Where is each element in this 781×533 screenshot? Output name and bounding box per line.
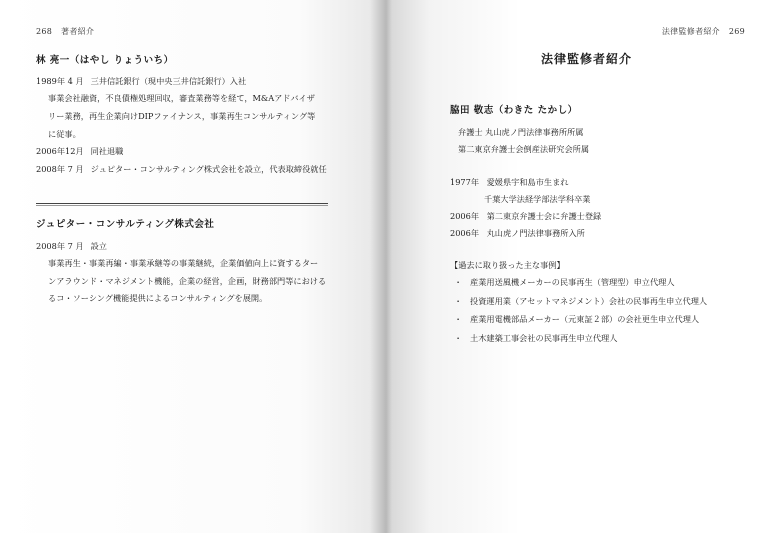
- career-text: に従事。: [48, 129, 81, 139]
- career-date: 2006年: [450, 211, 480, 221]
- company-name: ジュピター・コンサルティング株式会社: [36, 219, 215, 230]
- list-item: ・ 投資運用業（アセットマネジメント）会社の民事再生申立代理人: [454, 292, 707, 311]
- career-date: 1989年 4 月: [36, 76, 84, 86]
- author-career-entry: [36, 73, 246, 90]
- company-description-line: 事業再生・事業再編・事業承継等の事業継続，企業価値向上に資するター: [48, 258, 319, 268]
- author-career-entry: [36, 143, 123, 160]
- list-item: ・ 産業用電機部品メーカー（元東証２部）の会社更生申立代理人: [454, 310, 707, 329]
- list-item: ・ 産業用送風機メーカーの民事再生（管理型）申立代理人: [454, 273, 707, 292]
- career-text: 同社退職: [90, 146, 124, 156]
- left-running-head-title: 著者紹介: [61, 27, 95, 36]
- author-career-entry: [48, 90, 315, 107]
- career-date: 2006年12月: [36, 146, 84, 156]
- company-description-line: るコ・ソーシング機能提供によるコンサルティングを展開。: [48, 293, 268, 303]
- supervisor-career-entry: [450, 225, 585, 242]
- history-date: 2008年 7 月: [36, 241, 84, 251]
- career-text: 三井信託銀行（現中央三井信託銀行）入社: [90, 76, 247, 86]
- company-history-entry: [36, 238, 107, 255]
- affiliation-line: 弁護士 丸山虎ノ門法律事務所所属: [458, 127, 584, 137]
- supervisor-career-entry: [484, 191, 590, 208]
- cases-heading: 【過去に取り扱った主な事例】: [450, 260, 565, 270]
- career-text: 愛媛県宇和島市生まれ: [486, 177, 569, 187]
- career-text: 事業会社融資，不良債権処理回収，審査業務等を経て，M&Aアドバイザ: [48, 93, 315, 103]
- right-page: [392, 0, 781, 533]
- right-running-head: [662, 26, 745, 37]
- career-date: 2008年 7 月: [36, 164, 84, 174]
- right-page-number: 269: [728, 27, 745, 36]
- list-item: ・ 土木建築工事会社の民事再生申立代理人: [454, 329, 707, 348]
- author-career-entry: [48, 108, 315, 125]
- section-title: 法律監修者紹介: [540, 52, 632, 66]
- career-text: 千葉大学法経学部法学科卒業: [484, 194, 591, 204]
- left-running-head: [36, 26, 94, 37]
- career-date: 1977年: [450, 177, 480, 187]
- author-career-entry: [48, 126, 81, 143]
- supervisor-career-entry: [450, 208, 601, 225]
- supervisor-career-entry: [450, 174, 569, 191]
- author-name: 林 亮一（はやし りょういち）: [36, 55, 174, 66]
- right-running-head-title: 法律監修者紹介: [661, 27, 720, 36]
- left-page: [0, 0, 388, 533]
- company-description-line: ンアラウンド・マネジメント機能，企業の経営，企画，財務部門等における: [48, 276, 327, 286]
- author-career-entry: [36, 161, 327, 178]
- career-date: 2006年: [450, 228, 480, 238]
- career-text: リー業務，再生企業向けDIPファイナンス，事業再生コンサルティング等: [48, 111, 316, 121]
- left-page-number: 268: [36, 27, 53, 36]
- supervisor-name: 脇田 敬志（わきた たかし）: [450, 105, 578, 116]
- history-text: 設立: [90, 241, 107, 251]
- section-divider: [36, 203, 328, 204]
- career-text: 丸山虎ノ門法律事務所入所: [486, 228, 585, 238]
- career-text: 第二東京弁護士会に弁護士登録: [486, 211, 602, 221]
- career-text: ジュピター・コンサルティング株式会社を設立，代表取締役就任: [90, 164, 327, 174]
- affiliation-line: 第二東京弁護士会倒産法研究会所属: [458, 144, 590, 154]
- cases-list: [454, 273, 707, 347]
